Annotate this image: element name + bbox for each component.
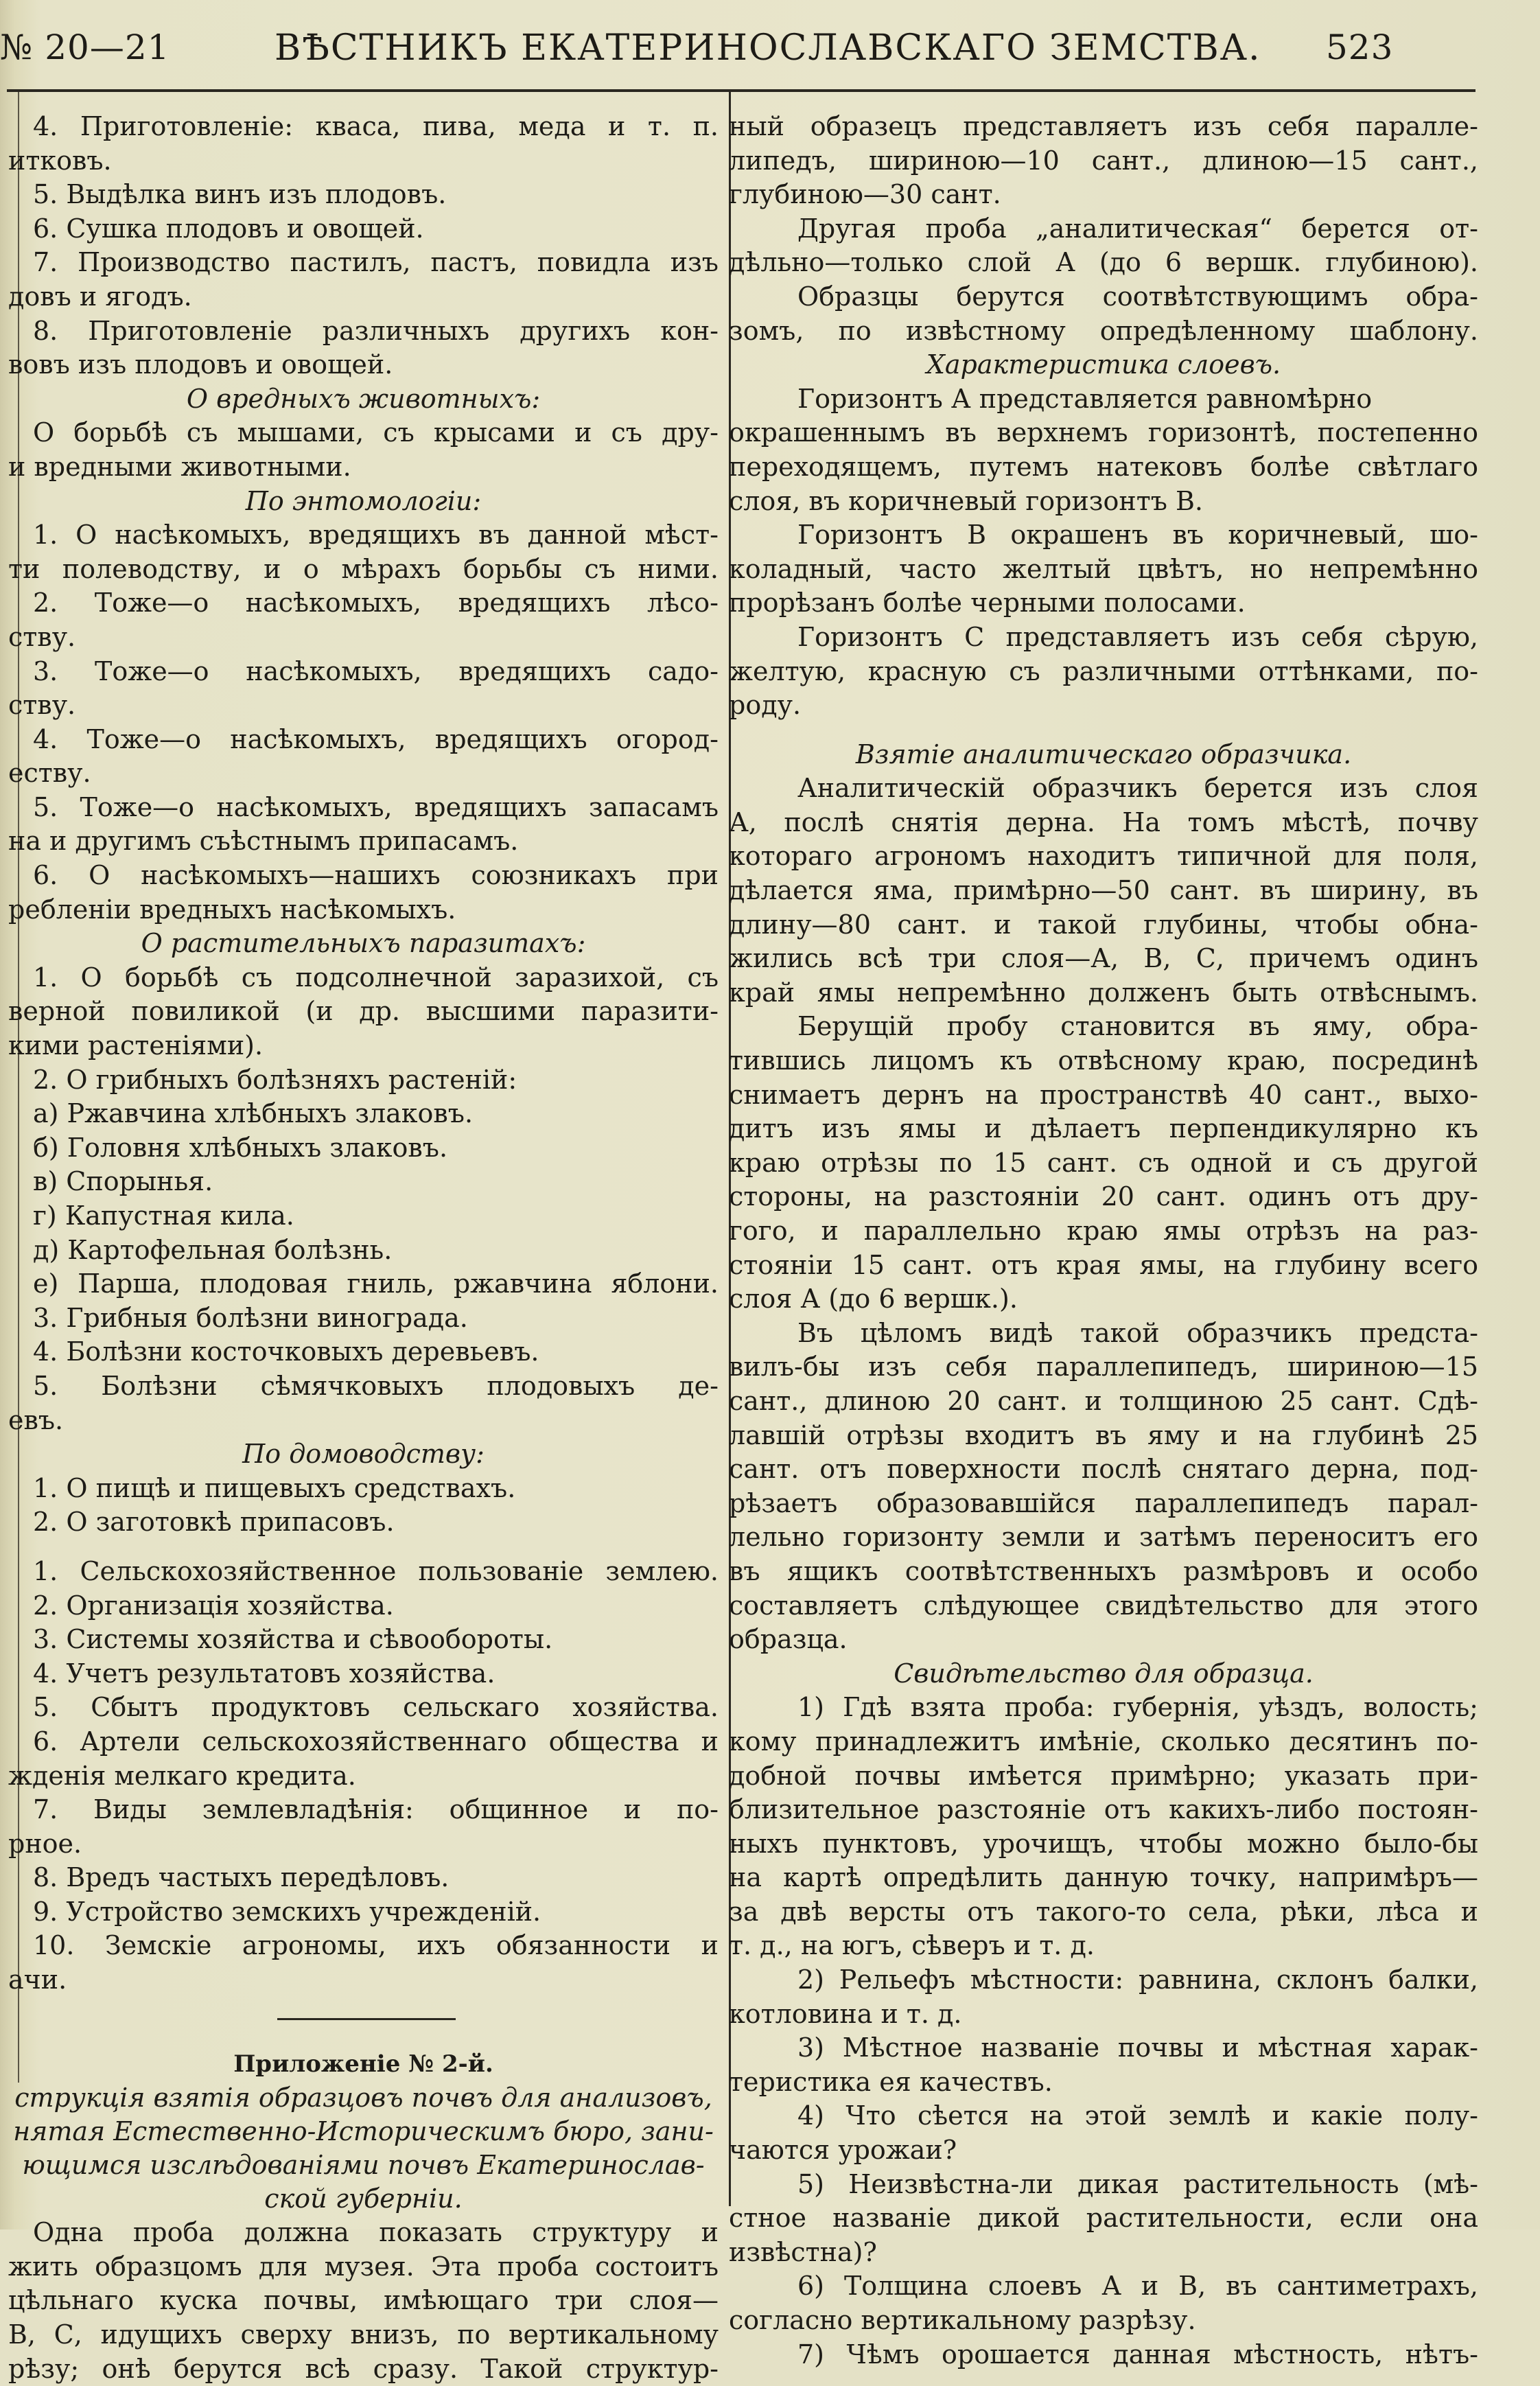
text-line: коладный, часто желтый цвѣтъ, но непремѣнно <box>729 553 1478 584</box>
text-line: 1) Гдѣ взята проба: губернія, уѣздъ, волость; <box>797 1692 1478 1723</box>
text-line: 6. Артели сельскохозяйственнаго общества и <box>33 1726 719 1757</box>
text-line: дѣльно—только слой А (до 6 вершк. глубиною). <box>729 247 1478 278</box>
text-line: на и другимъ съѣстнымъ припасамъ. <box>8 826 519 857</box>
text-line: дитъ изъ ямы и дѣлаетъ перпендикулярно къ <box>729 1113 1478 1144</box>
text-line: Аналитическій образчикъ берется изъ слоя <box>797 773 1478 804</box>
text-line: 2) Рельефъ мѣстности: равнина, склонъ балки, <box>797 1965 1478 1995</box>
text-line: итковъ. <box>8 145 112 176</box>
appendix-subtitle-line: струкція взятія образцовъ почвъ для анализовъ, <box>14 2083 712 2113</box>
text-line: 4. Болѣзни косточковыхъ деревьевъ. <box>33 1336 539 1367</box>
text-line: край ямы непремѣнно долженъ быть отвѣснымъ. <box>729 977 1478 1008</box>
text-line: Свидѣтельство для образца. <box>894 1658 1314 1689</box>
text-line: глубиною—30 сант. <box>729 179 1001 210</box>
text-line: О вредныхъ животныхъ: <box>186 383 541 414</box>
text-line: ныхъ пунктовъ, урочищъ, чтобы можно было-бы <box>729 1828 1478 1859</box>
text-line: вовъ изъ плодовъ и овощей. <box>8 349 393 380</box>
text-line: 5. Выдѣлка винъ изъ плодовъ. <box>33 179 447 210</box>
text-line: 8. Приготовленіе различныхъ другихъ кон- <box>33 315 719 346</box>
text-line: гого, и параллельно краю ямы отрѣзъ на раз- <box>729 1216 1478 1246</box>
text-line: 2. Тоже—о насѣкомыхъ, вредящихъ лѣсо- <box>33 588 719 618</box>
text-line: 4. Тоже—о насѣкомыхъ, вредящихъ огород- <box>33 723 719 754</box>
text-line: д) Картофельная болѣзнь. <box>33 1234 393 1265</box>
text-line: котловина и т. д. <box>729 1998 962 2029</box>
text-line: 3. Грибныя болѣзни винограда. <box>33 1302 468 1333</box>
text-line: рѣзу; онѣ берутся всѣ сразу. Такой структур- <box>8 2353 719 2384</box>
left-column <box>8 110 719 2386</box>
text-line: т. д., на югъ, сѣверъ и т. д. <box>729 1930 1095 1961</box>
text-line: б) Головня хлѣбныхъ злаковъ. <box>33 1132 448 1163</box>
text-line: ству. <box>8 690 76 721</box>
text-line: е) Парша, плодовая гниль, ржавчина яблони. <box>33 1269 719 1299</box>
text-line: ству. <box>8 621 76 652</box>
text-line: 3. Тоже—о насѣкомыхъ, вредящихъ садо- <box>33 656 719 686</box>
text-line: 7. Производство пастилъ, пастъ, повидла изъ <box>33 247 719 278</box>
page-number: 523 <box>1326 27 1394 67</box>
text-line: Въ цѣломъ видѣ такой образчикъ предста- <box>797 1317 1478 1348</box>
text-line: тившись лицомъ къ отвѣсному краю, посрединѣ <box>729 1045 1478 1076</box>
text-line: за двѣ версты отъ такого-то села, рѣки, лѣса и <box>729 1896 1478 1927</box>
text-line: на картѣ опредѣлить данную точку, напримѣръ— <box>729 1862 1478 1893</box>
text-line: еству. <box>8 758 91 789</box>
text-line: стояніи 15 сант. отъ края ямы, на глубину всего <box>729 1249 1478 1280</box>
text-line: окрашеннымъ въ верхнемъ горизонтѣ, постепенно <box>729 417 1478 448</box>
text-line: рное. <box>8 1828 82 1859</box>
text-line: 3) Мѣстное названіе почвы и мѣстная харак- <box>797 2032 1478 2063</box>
text-line: Одна проба должна показать структуру и <box>33 2217 719 2248</box>
page-header <box>0 21 1540 76</box>
text-line: евъ. <box>8 1404 64 1435</box>
text-line: стороны, на разстояніи 20 сант. одинъ отъ дру- <box>729 1181 1478 1212</box>
text-line: 1. О насѣкомыхъ, вредящихъ въ данной мѣст- <box>33 520 719 551</box>
text-line: довъ и ягодъ. <box>8 281 192 312</box>
text-line: 6. О насѣкомыхъ—нашихъ союзникахъ при <box>33 860 719 891</box>
text-line: О растительныхъ паразитахъ: <box>141 928 586 959</box>
text-line: переходящемъ, путемъ натековъ болѣе свѣтлаго <box>729 451 1478 482</box>
text-line: въ ящикъ соотвѣтственныхъ размѣровъ и особо <box>729 1555 1478 1586</box>
text-line: близительное разстояніе отъ какихъ-либо постоян- <box>729 1794 1478 1825</box>
text-line: образца. <box>729 1624 848 1655</box>
text-line: липедъ, шириною—10 сант., длиною—15 сант., <box>729 145 1478 176</box>
text-line: 6. Сушка плодовъ и овощей. <box>33 213 424 244</box>
text-line: По домоводству: <box>242 1439 485 1470</box>
text-line: Взятіе аналитическаго образчика. <box>855 739 1352 769</box>
text-line: О борьбѣ съ мышами, съ крысами и съ дру- <box>33 417 719 448</box>
text-line: лавшій отрѣзы входитъ въ яму и на глубинѣ 25 <box>729 1420 1478 1450</box>
appendix-separator <box>277 2018 456 2020</box>
text-line: 2. О грибныхъ болѣзняхъ растеній: <box>33 1064 517 1095</box>
text-line: 4. Приготовленіе: кваса, пива, меда и т. п. <box>33 111 719 141</box>
text-line: 7) Чѣмъ орошается данная мѣстность, нѣтъ- <box>797 2339 1478 2370</box>
text-line: 3. Системы хозяйства и сѣвообороты. <box>33 1624 553 1655</box>
text-line: желтую, красную съ различными оттѣнками, по- <box>729 656 1478 686</box>
text-line: 5. Сбытъ продуктовъ сельскаго хозяйства. <box>33 1692 719 1723</box>
text-line: добной почвы имѣется примѣрно; указать при- <box>729 1760 1478 1791</box>
text-line: лельно горизонту земли и затѣмъ переноситъ его <box>729 1522 1478 1553</box>
text-line: слоя А (до 6 вершк.). <box>729 1284 1018 1314</box>
appendix-subtitle-line: ющимся изслѣдованіями почвъ Екатеринослав- <box>22 2150 705 2181</box>
text-line: 8. Вредъ частыхъ передѣловъ. <box>33 1862 450 1893</box>
text-line: Характеристика слоевъ. <box>926 349 1281 380</box>
text-line: длину—80 сант. и такой глубины, чтобы обна- <box>729 909 1478 940</box>
text-line: ти полеводству, и о мѣрахъ борьбы съ ними. <box>8 553 719 584</box>
text-line: 4. Учетъ результатовъ хозяйства. <box>33 1658 495 1689</box>
text-line: кому принадлежитъ имѣніе, сколько десятинъ по- <box>729 1726 1478 1757</box>
text-line: снимаетъ дернъ на пространствѣ 40 сант., выхо- <box>729 1079 1478 1110</box>
text-line: чаются урожаи? <box>729 2135 957 2166</box>
text-line: в) Спорынья. <box>33 1166 213 1197</box>
text-line: цѣльнаго куска почвы, имѣющаго три слоя— <box>8 2285 719 2316</box>
text-line: Берущій пробу становится въ яму, обра- <box>797 1011 1478 1042</box>
text-line: зомъ, по извѣстному опредѣленному шаблону. <box>729 315 1478 346</box>
text-line: 5) Неизвѣстна-ли дикая растительность (мѣ- <box>797 2168 1478 2199</box>
text-line: 5. Болѣзни сѣмячковыхъ плодовыхъ де- <box>33 1370 719 1401</box>
text-line: Горизонтъ А представляется равномѣрно <box>797 383 1373 414</box>
appendix-subtitle-line: ской губерніи. <box>264 2184 463 2214</box>
text-line: сант. отъ поверхности послѣ снятаго дерна, под- <box>729 1454 1478 1485</box>
text-line: котораго агрономъ находитъ типичной для поля, <box>729 841 1478 872</box>
text-line: стное названіе дикой растительности, если она <box>729 2203 1478 2234</box>
text-line: а) Ржавчина хлѣбныхъ злаковъ. <box>33 1098 474 1129</box>
text-line: согласно вертикальному разрѣзу. <box>729 2305 1196 2335</box>
text-line: прорѣзанъ болѣе черными полосами. <box>729 588 1246 618</box>
text-line: 4) Что сѣется на этой землѣ и какіе полу- <box>797 2100 1478 2131</box>
text-line: составляетъ слѣдующее свидѣтельство для этого <box>729 1590 1478 1621</box>
text-line: кими растеніями). <box>8 1030 264 1061</box>
journal-title: ВѢСТНИКЪ ЕКАТЕРИНОСЛАВСКАГО ЗЕМСТВА. <box>275 27 1261 69</box>
text-line: 6) Толщина слоевъ А и В, въ сантиметрахъ, <box>797 2271 1478 2302</box>
right-column <box>729 110 1478 2372</box>
text-line: По энтомологіи: <box>245 485 482 516</box>
text-line: теристика ея качествъ. <box>729 2066 1053 2097</box>
text-line: 1. О пищѣ и пищевыхъ средствахъ. <box>33 1472 516 1503</box>
text-line: ребленіи вредныхъ насѣкомыхъ. <box>8 894 456 925</box>
text-line: и вредными животными. <box>8 451 351 482</box>
text-line: Горизонтъ В окрашенъ въ коричневый, шо- <box>797 520 1478 551</box>
text-line: дѣлается яма, примѣрно—50 сант. въ ширину, въ <box>729 875 1478 906</box>
text-line: жились всѣ три слоя—А, В, С, причемъ одинъ <box>729 943 1478 974</box>
text-line: В, С, идущихъ сверху внизъ, по вертикальному <box>8 2319 719 2350</box>
text-line: 9. Устройство земскихъ учрежденій. <box>33 1896 541 1927</box>
text-line: Образцы берутся соотвѣтствующимъ обра- <box>797 281 1478 312</box>
appendix-heading: Приложеніе № 2-й. <box>233 2050 493 2078</box>
text-line: извѣстна)? <box>729 2236 877 2267</box>
text-line: вилъ-бы изъ себя параллепипедъ, шириною—15 <box>729 1352 1478 1382</box>
text-line: А, послѣ снятія дерна. На томъ мѣстѣ, почву <box>729 807 1478 837</box>
text-line: рѣзаетъ образовавшійся параллепипедъ парал- <box>729 1487 1478 1518</box>
text-line: жить образцомъ для музея. Эта проба состоитъ <box>8 2251 719 2282</box>
text-line: 10. Земскіе агрономы, ихъ обязанности и <box>33 1930 719 1961</box>
appendix-subtitle-line: нятая Естественно-Историческимъ бюро, зани- <box>13 2116 714 2147</box>
text-line: 1. О борьбѣ съ подсолнечной заразихой, съ <box>33 962 719 993</box>
text-line: 5. Тоже—о насѣкомыхъ, вредящихъ запасамъ <box>33 791 719 822</box>
text-line: ный образецъ представляетъ изъ себя паралле- <box>729 111 1478 141</box>
text-line: Другая проба „аналитическая“ берется от- <box>797 213 1478 244</box>
text-line: сант., длиною 20 сант. и толщиною 25 сант. Сдѣ- <box>729 1385 1478 1416</box>
text-line: жденія мелкаго кредита. <box>8 1760 356 1791</box>
issue-number: № 20—21 <box>0 27 170 67</box>
text-line: г) Капустная кила. <box>33 1201 294 1231</box>
text-line: 2. О заготовкѣ припасовъ. <box>33 1507 395 1538</box>
text-line: Горизонтъ С представляетъ изъ себя сѣрую, <box>797 621 1478 652</box>
text-line: верной повиликой (и др. высшими паразити- <box>8 996 719 1027</box>
text-line: ачи. <box>8 1965 67 1995</box>
text-line: роду. <box>729 690 802 721</box>
text-line: 1. Сельскохозяйственное пользованіе землею. <box>33 1555 719 1586</box>
header-rule <box>7 89 1475 92</box>
text-line: краю отрѣзы по 15 сант. съ одной и съ другой <box>729 1147 1478 1178</box>
text-line: слоя, въ коричневый горизонтъ В. <box>729 485 1203 516</box>
text-line: 7. Виды землевладѣнія: общинное и по- <box>33 1794 719 1825</box>
text-line: 2. Организація хозяйства. <box>33 1590 394 1621</box>
